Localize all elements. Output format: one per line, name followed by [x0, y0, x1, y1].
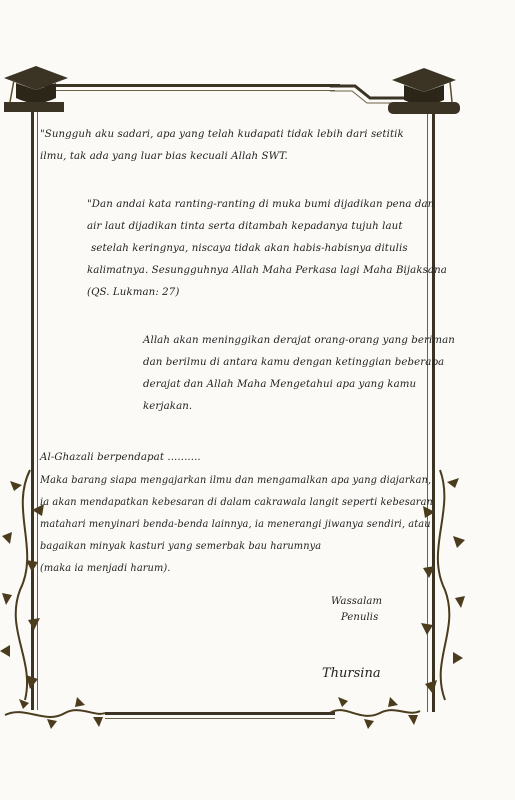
- ivy-bottom-left-icon: [5, 695, 105, 735]
- allah-quote-line: Allah akan meninggikan derajat orang-orang yang beriman: [143, 335, 455, 346]
- ghazali-quote-line: (maka ia menjadi harum).: [40, 563, 171, 574]
- quran-quote-line: setelah keringnya, niscaya tidak akan habis-habisnya ditulis: [91, 243, 408, 254]
- allah-quote-line: dan berilmu di antara kamu dengan ketinggian beberapa: [143, 357, 445, 368]
- quran-quote-line: kalimatnya. Sesungguhnya Allah Maha Perkasa lagi Maha Bijaksana: [87, 265, 447, 276]
- allah-quote-line: derajat dan Allah Maha Mengetahui apa yang kamu: [143, 379, 417, 390]
- quran-quote-line: "Dan andai kata ranting-ranting di muka bumi dijadikan pena dan: [87, 199, 435, 210]
- signature: Thursina: [322, 666, 381, 681]
- opening-quote-line: ilmu, tak ada yang luar bias kecuali Allah SWT.: [40, 151, 288, 162]
- ghazali-heading: Al-Ghazali berpendapat ..........: [40, 452, 201, 463]
- quran-quote-citation: (QS. Lukman: 27): [87, 287, 180, 298]
- frame-bottom-border-inner: [105, 718, 335, 719]
- closing-author-label: Penulis: [341, 612, 379, 623]
- graduation-cap-left-icon: [2, 62, 72, 117]
- ghazali-quote: [40, 470, 433, 580]
- frame-bottom-border: [105, 712, 335, 715]
- quran-quote-line: air laut dijadikan tinta serta ditambah kepadanya tujuh laut: [87, 221, 403, 232]
- ghazali-quote-line: matahari menyinari benda-benda lainnya, ia menerangi jiwanya sendiri, atau: [40, 519, 431, 530]
- ghazali-quote-line: bagaikan minyak kasturi yang semerbak bau harumnya: [40, 541, 322, 552]
- opening-quote-line: "Sungguh aku sadari, apa yang telah kudapati tidak lebih dari setitik: [40, 129, 404, 140]
- graduation-cap-right-icon: [388, 64, 463, 124]
- quran-quote: [87, 194, 447, 304]
- ghazali-quote-line: ia akan mendapatkan kebesaran di dalam cakrawala langit seperti kebesaran: [40, 497, 433, 508]
- frame-top-border: [40, 84, 340, 87]
- closing-salutation: Wassalam: [331, 596, 383, 607]
- opening-quote: [40, 124, 404, 168]
- ivy-bottom-right-icon: [330, 695, 420, 735]
- allah-quote-line: kerjakan.: [143, 401, 193, 412]
- frame-top-border-inner: [40, 90, 335, 91]
- allah-quote: [143, 330, 455, 418]
- ghazali-quote-line: Maka barang siapa mengajarkan ilmu dan mengamalkan apa yang diajarkan,: [40, 475, 432, 486]
